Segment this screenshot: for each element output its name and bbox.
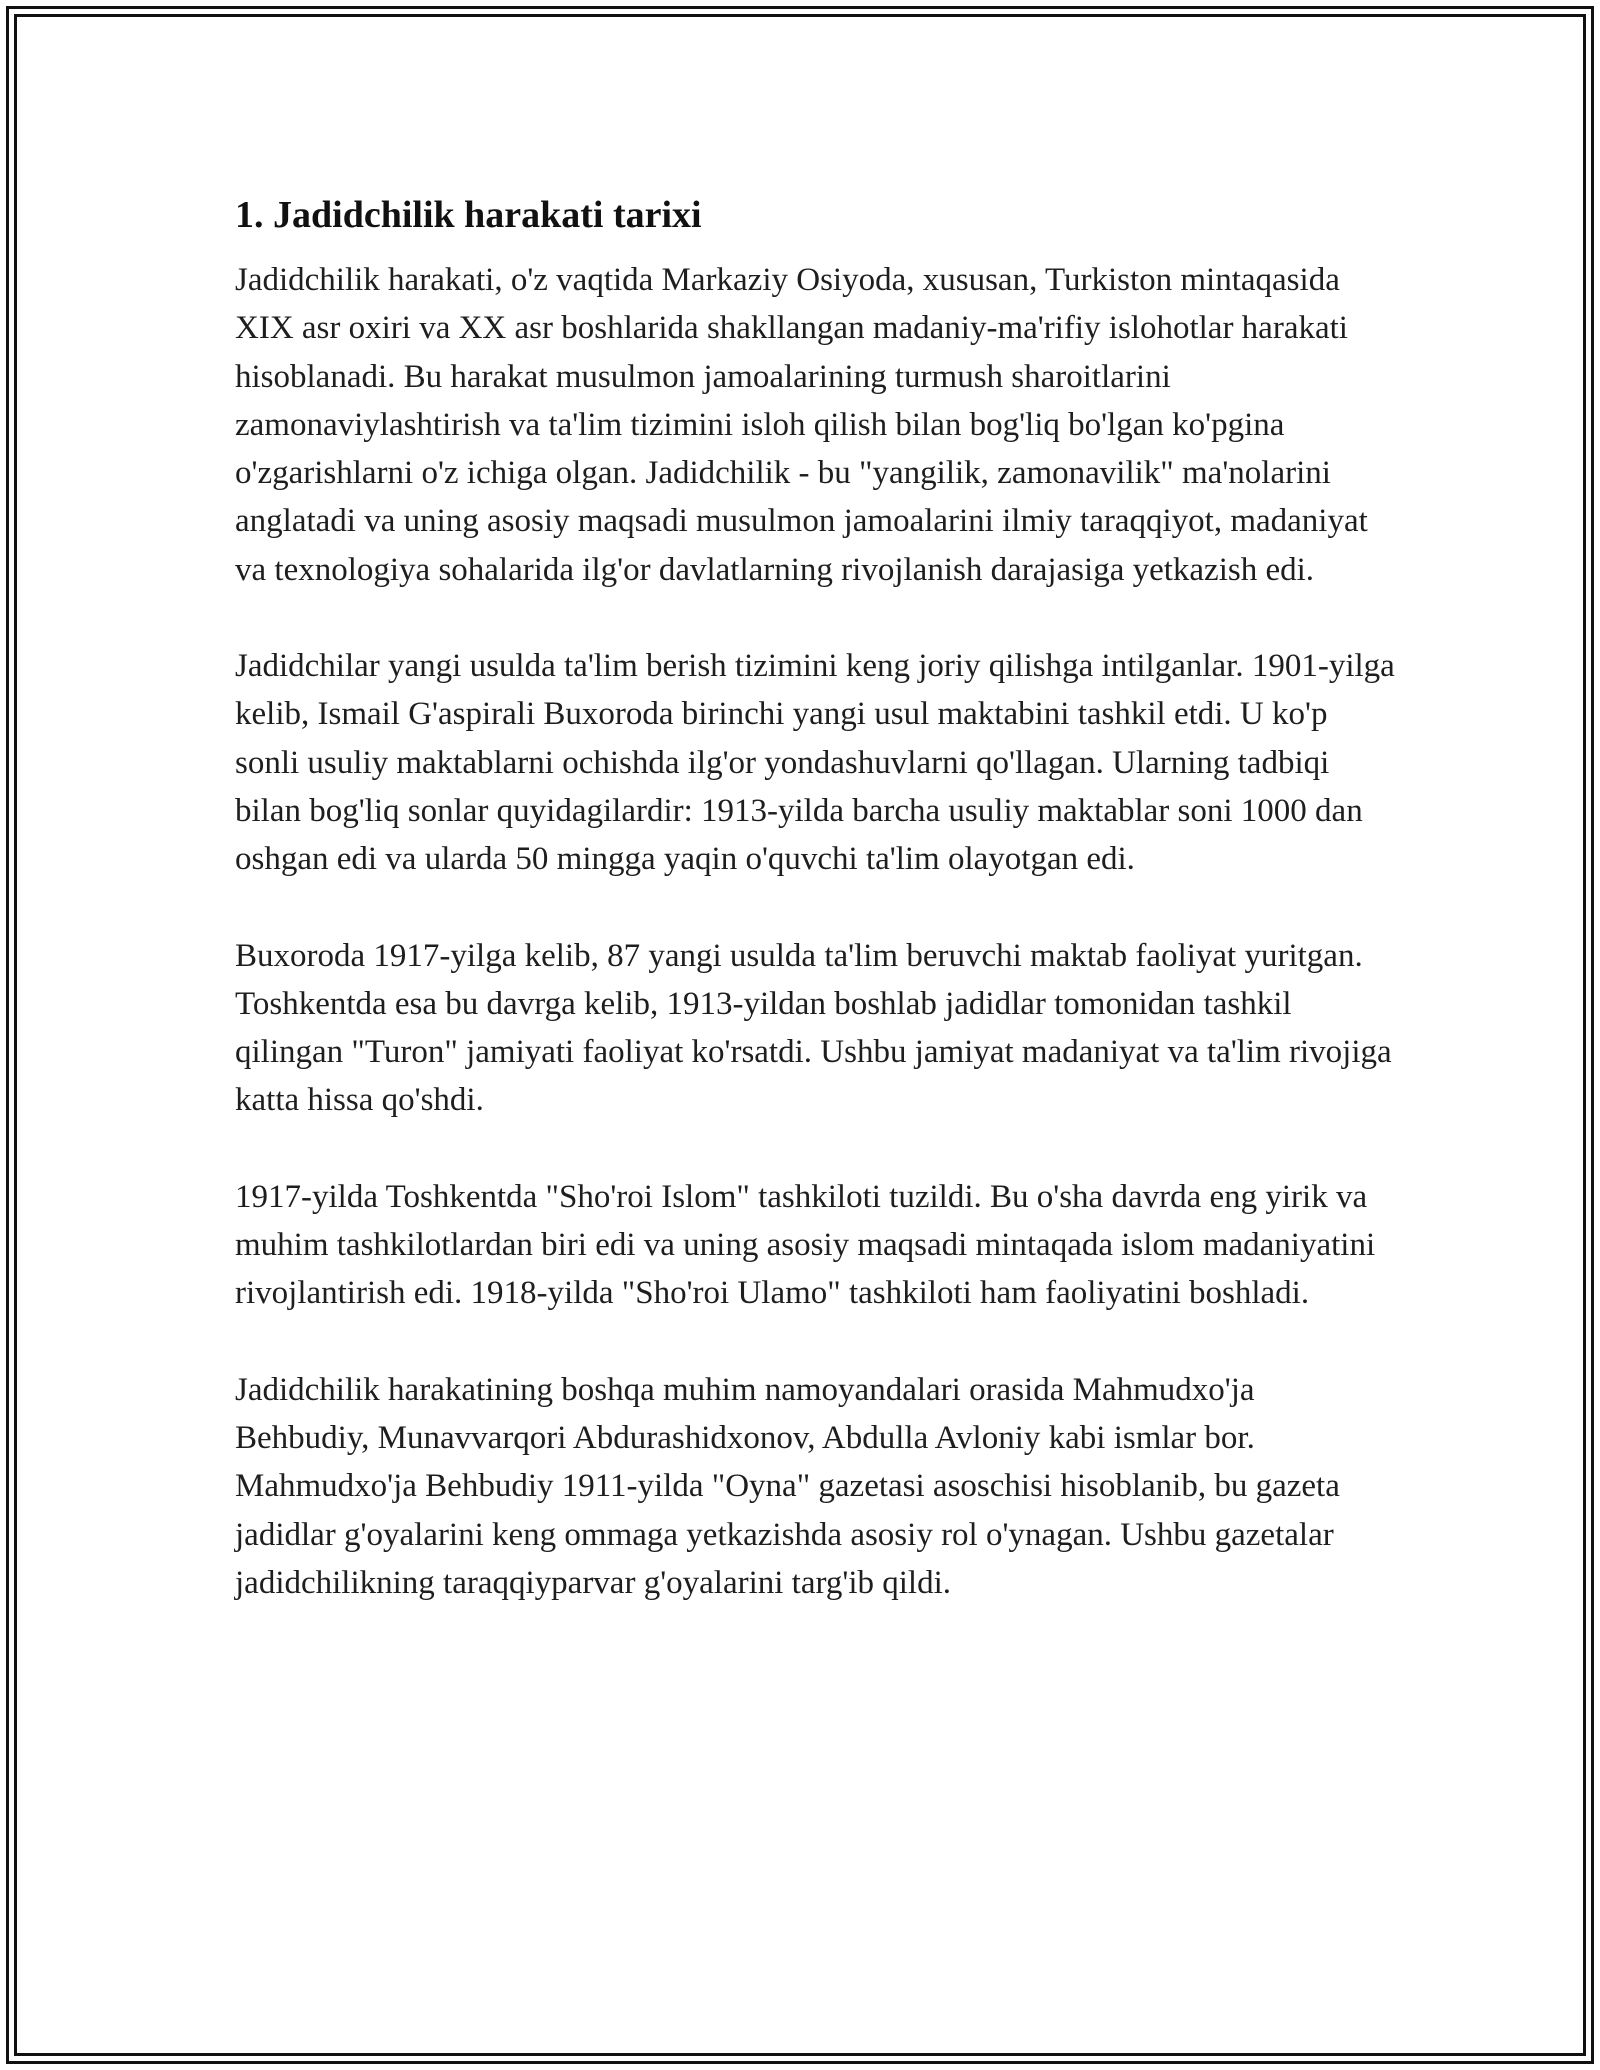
paragraph-bukhara-tashkent: Buxoroda 1917-yilga kelib, 87 yangi usulda ta'lim beruvchi maktab faoliyat yuritgan. Toshkentda esa bu davrga kelib, 1913-yildan boshlab jadidlar tomonidan tashkil qilingan "Turon" jamiyati faoliyat ko'rsatdi. Ushbu jamiyat madaniyat va ta'lim rivojiga katta hissa qo'shdi. bbox=[235, 937, 1392, 1119]
paragraph-intro: Jadidchilik harakati, o'z vaqtida Markaziy Osiyoda, xususan, Turkiston mintaqasida XIX asr oxiri va XX asr boshlarida shakllangan madaniy-ma'rifiy islohotlar harakati hisoblanadi. Bu harakat musulmon jamoalarining turmush sharoitlarini zamonaviylashtirish va ta'lim tizimini isloh qilish bilan bog'liq bo'lgan ko'pgina o'zgarishlarni o'z ichiga olgan. Jadidchilik - bu "yangilik, zamonavilik" ma'nolarini anglatadi va uning asosiy maqsadi musulmon jamoalarini ilmiy taraqqiyot, madaniyat va texnologiya sohalarida ilg'or davlatlarning rivojlanish darajasiga yetkazish edi. bbox=[235, 262, 1368, 588]
section-heading: 1. Jadidchilik harakati tarixi bbox=[235, 194, 702, 236]
document-body bbox=[235, 186, 1395, 1607]
paragraph-schools: Jadidchilar yangi usulda ta'lim berish tizimini keng joriy qilishga intilganlar. 1901-yilga kelib, Ismail G'aspirali Buxoroda birinchi yangi usul maktabini tashkil etdi. U ko'p sonli usuliy maktablarni ochishda ilg'or yondashuvlarni qo'llagan. Ularning tadbiqi bilan bog'liq sonlar quyidagilardir: 1913-yilda barcha usuliy maktablar soni 1000 dan oshgan edi va ularda 50 mingga yaqin o'quvchi ta'lim olayotgan edi. bbox=[235, 648, 1395, 878]
paragraph-figures: Jadidchilik harakatining boshqa muhim namoyandalari orasida Mahmudxo'ja Behbudiy, Munavvarqori Abdurashidxonov, Abdulla Avloniy kabi ismlar bor. Mahmudxo'ja Behbudiy 1911-yilda "Oyna" gazetasi asoschisi hisoblanib, bu gazeta jadidlar g'oyalarini keng ommaga yetkazishda asosiy rol o'ynagan. Ushbu gazetalar jadidchilikning taraqqiyparvar g'oyalarini targ'ib qildi. bbox=[235, 1371, 1340, 1601]
paragraph-organizations: 1917-yilda Toshkentda "Sho'roi Islom" tashkiloti tuzildi. Bu o'sha davrda eng yirik va muhim tashkilotlardan biri edi va uning asosiy maqsadi mintaqada islom madaniyatini rivojlantirish edi. 1918-yilda "Sho'roi Ulamo" tashkiloti ham faoliyatini boshladi. bbox=[235, 1178, 1376, 1312]
